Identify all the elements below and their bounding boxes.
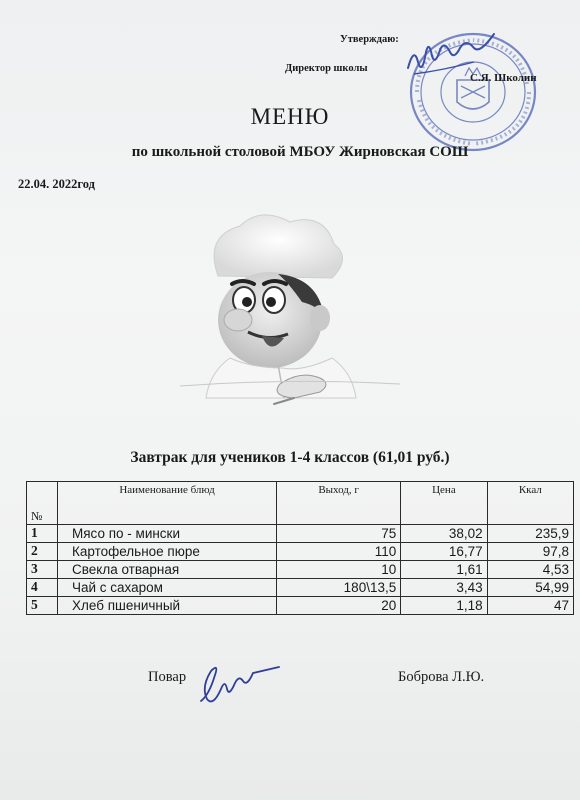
page-subtitle: по школьной столовой МБОУ Жирновская СОШ	[131, 144, 469, 160]
row-number: 2	[27, 543, 58, 561]
dish-portion: 75	[277, 525, 401, 543]
chef-illustration	[170, 208, 410, 418]
table-row	[27, 525, 574, 543]
dish-name: Хлеб пшеничный	[58, 597, 277, 615]
dish-kcal: 97,8	[487, 543, 573, 561]
dish-price: 38,02	[401, 525, 487, 543]
menu-date: 22.04. 2022год	[18, 177, 95, 191]
header-kcal: Ккал	[487, 482, 573, 525]
table-row	[27, 579, 574, 597]
header-price: Цена	[401, 482, 487, 525]
director-title: Директор школы	[285, 63, 368, 74]
dish-name: Свекла отварная	[58, 561, 277, 579]
dish-portion: 20	[277, 597, 401, 615]
page-title: МЕНЮ	[250, 104, 330, 129]
dish-name: Картофельное пюре	[58, 543, 277, 561]
director-name: С.Я. Школин	[470, 72, 537, 84]
row-number: 1	[27, 525, 58, 543]
dish-kcal: 4,53	[487, 561, 573, 579]
dish-kcal: 47	[487, 597, 573, 615]
dish-kcal: 54,99	[487, 579, 573, 597]
cook-name: Боброва Л.Ю.	[398, 669, 485, 685]
dish-portion: 110	[277, 543, 401, 561]
dish-portion: 180\13,5	[277, 579, 401, 597]
header-number: №	[27, 482, 58, 525]
approval-label: Утверждаю:	[340, 34, 399, 45]
dish-name: Мясо по - мински	[58, 525, 277, 543]
dish-price: 1,61	[401, 561, 487, 579]
dish-name: Чай с сахаром	[58, 579, 277, 597]
cook-signature	[195, 655, 290, 710]
dish-kcal: 235,9	[487, 525, 573, 543]
table-row	[27, 597, 574, 615]
menu-table	[26, 481, 574, 615]
header-portion: Выход, г	[277, 482, 401, 525]
table-row	[27, 561, 574, 579]
row-number: 4	[27, 579, 58, 597]
dish-portion: 10	[277, 561, 401, 579]
dish-price: 1,18	[401, 597, 487, 615]
meal-title: Завтрак для учеников 1-4 классов (61,01 руб.)	[130, 449, 450, 466]
table-header-row	[27, 482, 574, 525]
table-row	[27, 543, 574, 561]
cook-label: Повар	[148, 669, 187, 685]
row-number: 5	[27, 597, 58, 615]
dish-price: 16,77	[401, 543, 487, 561]
dish-price: 3,43	[401, 579, 487, 597]
header-dish-name: Наименование блюд	[58, 482, 277, 525]
row-number: 3	[27, 561, 58, 579]
